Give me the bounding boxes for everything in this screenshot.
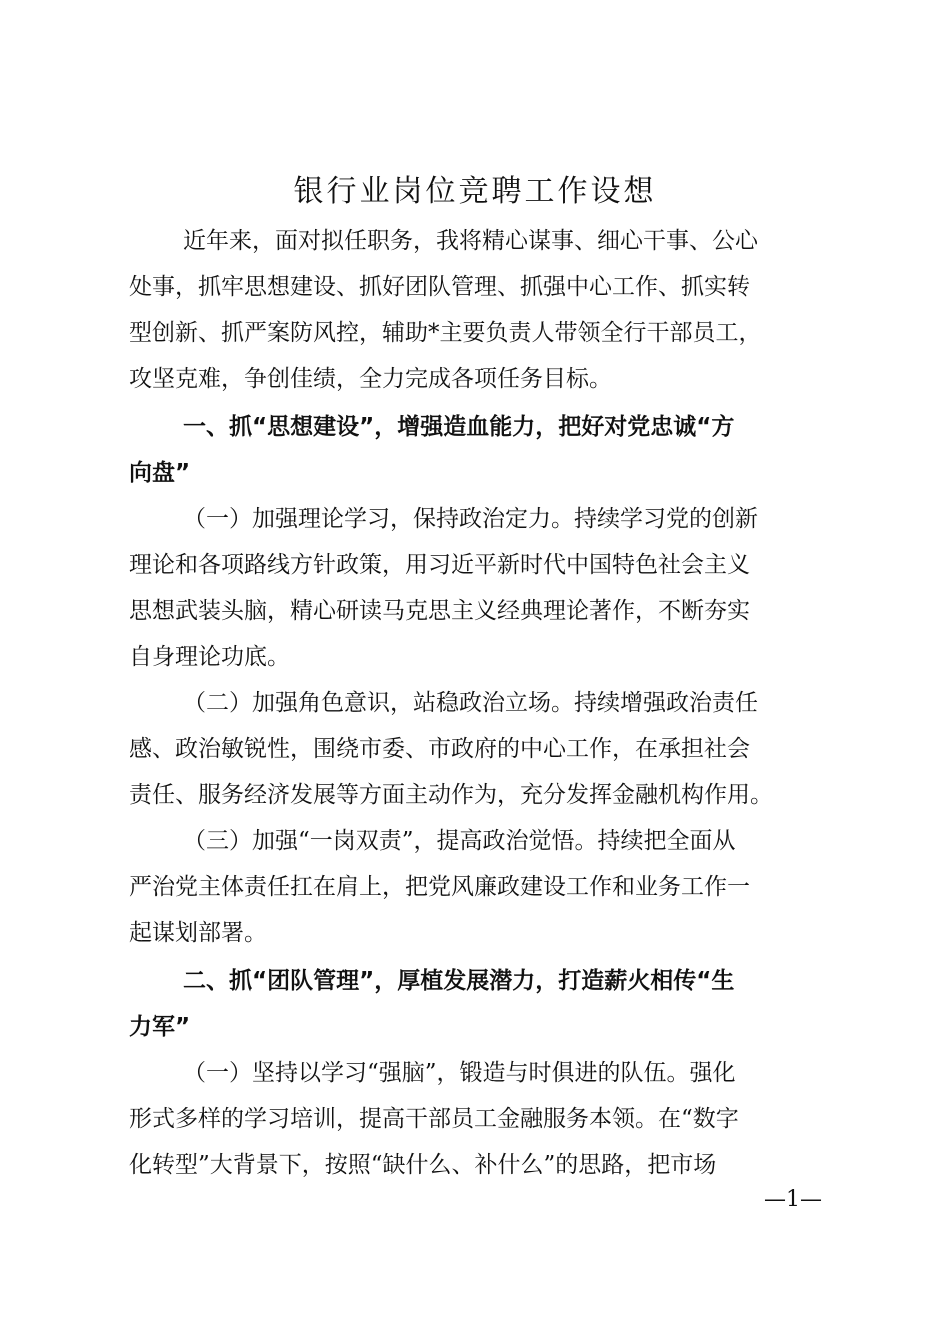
- paragraph-line: [0, 864, 950, 910]
- line-text: 起谋划部署。: [129, 920, 267, 946]
- page-number: —1—: [764, 1187, 822, 1212]
- paragraph-line: [0, 542, 950, 588]
- document-title: 银行业岗位竞聘工作设想: [293, 174, 657, 209]
- line-text: 处事，抓牢思想建设、抓好团队管理、抓强中心工作、抓实转: [129, 274, 750, 300]
- section-heading-line: [0, 1004, 950, 1050]
- line-text: 化转型”大背景下，按照“缺什么、补什么”的思路，把市场: [129, 1152, 717, 1178]
- section-heading-line: [0, 958, 950, 1004]
- line-text: 近年来，面对拟任职务，我将精心谋事、细心干事、公心: [183, 228, 758, 254]
- paragraph-line: [0, 588, 950, 634]
- line-text: 形式多样的学习培训，提高干部员工金融服务本领。在“数字: [129, 1106, 739, 1132]
- heading-text: 向盘”: [129, 460, 191, 486]
- paragraph-line: [0, 496, 950, 542]
- paragraph-line: [0, 310, 950, 356]
- paragraph-line: [0, 634, 950, 680]
- line-text: （一）加强理论学习，保持政治定力。持续学习党的创新: [183, 506, 758, 532]
- paragraph-line: [0, 910, 950, 956]
- paragraph-line: [0, 356, 950, 402]
- line-text: 思想武装头脑，精心研读马克思主义经典理论著作，不断夯实: [129, 598, 750, 624]
- heading-text: 一、抓“思想建设”，增强造血能力，把好对党忠诚“方: [183, 414, 735, 440]
- line-text: 型创新、抓严案防风控，辅助*主要负责人带领全行干部员工，: [129, 320, 762, 346]
- paragraph-line: [0, 218, 950, 264]
- paragraph-line: [0, 772, 950, 818]
- section-heading-line: [0, 450, 950, 496]
- paragraph-line: [0, 680, 950, 726]
- paragraph-line: [0, 264, 950, 310]
- line-text: （二）加强角色意识，站稳政治立场。持续增强政治责任: [183, 690, 758, 716]
- line-text: （一）坚持以学习“强脑”，锻造与时俱进的队伍。强化: [183, 1060, 736, 1086]
- line-text: 自身理论功底。: [129, 644, 290, 670]
- line-text: 理论和各项路线方针政策，用习近平新时代中国特色社会主义: [129, 552, 750, 578]
- line-text: 责任、服务经济发展等方面主动作为，充分发挥金融机构作用。: [129, 782, 773, 808]
- line-text: 严治党主体责任扛在肩上，把党风廉政建设工作和业务工作一: [129, 874, 750, 900]
- heading-text: 二、抓“团队管理”，厚植发展潜力，打造薪火相传“生: [183, 968, 735, 994]
- paragraph-line: [0, 818, 950, 864]
- paragraph-line: [0, 1096, 950, 1142]
- paragraph-line: [0, 1050, 950, 1096]
- line-text: 感、政治敏锐性，围绕市委、市政府的中心工作，在承担社会: [129, 736, 750, 762]
- line-text: （三）加强“一岗双责”，提高政治觉悟。持续把全面从: [183, 828, 736, 854]
- section-heading-line: [0, 404, 950, 450]
- line-text: 攻坚克难，争创佳绩，全力完成各项任务目标。: [129, 366, 612, 392]
- heading-text: 力军”: [129, 1014, 191, 1040]
- paragraph-line: [0, 726, 950, 772]
